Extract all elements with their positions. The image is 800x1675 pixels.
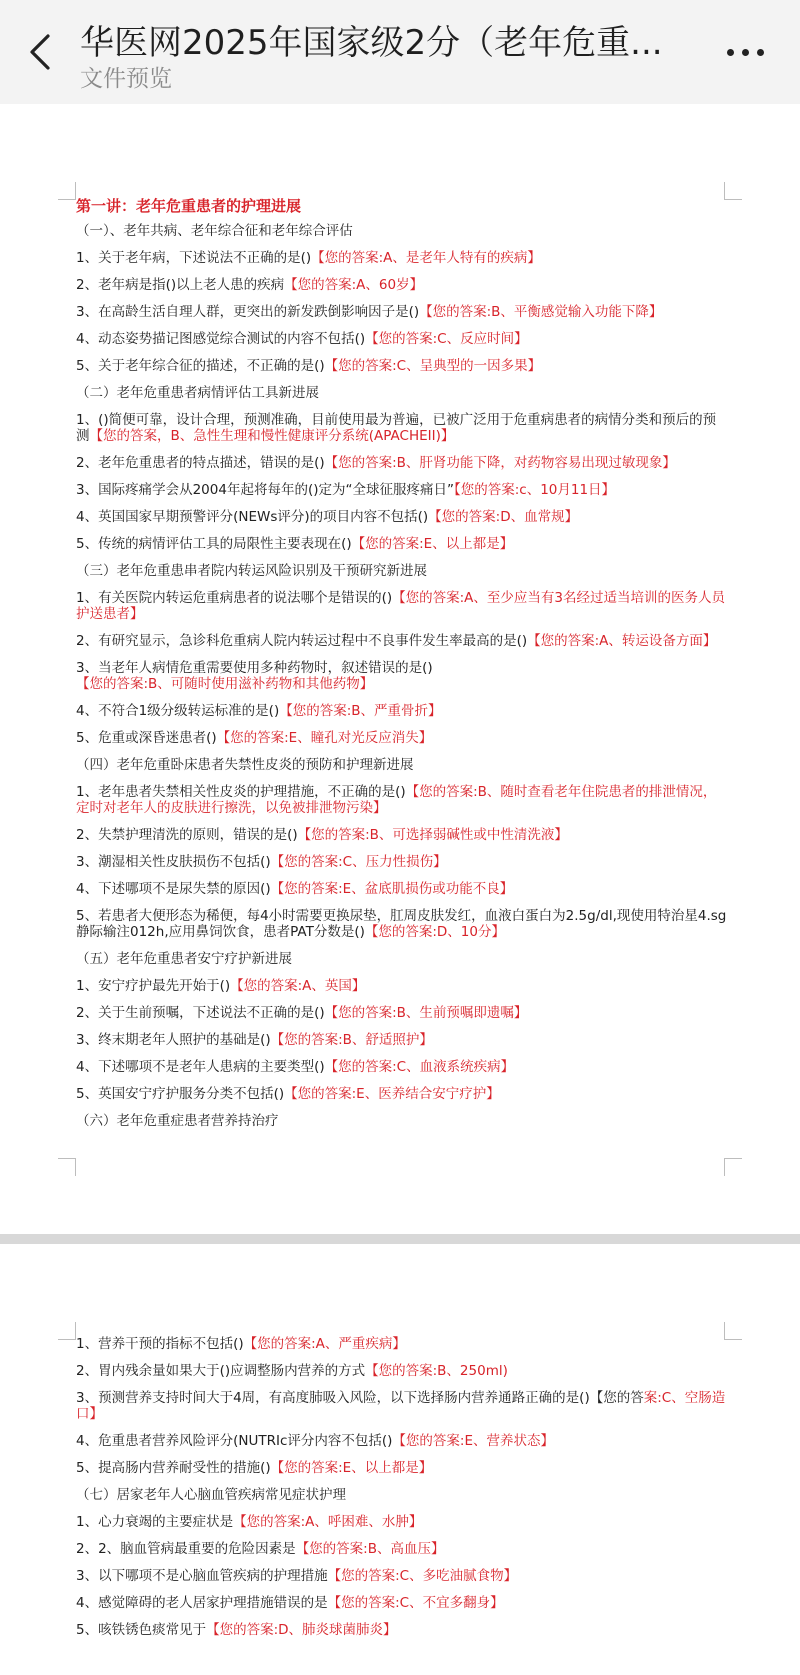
question-item: [76, 358, 728, 374]
more-horizontal-icon: [757, 49, 764, 56]
question-item: [76, 1541, 728, 1557]
question-text: 4、下述哪项不是老年人患病的主要类型(): [76, 1059, 325, 1075]
answer-text: 【您的答案:C、不宜多翻身】: [327, 1595, 504, 1611]
question-text: 1、关于老年病，下述说法不正确的是(): [76, 250, 312, 266]
question-item: [76, 455, 728, 471]
answer-text: 【您的答案:B、高血压】: [295, 1541, 445, 1557]
page-1-content: [76, 196, 728, 1140]
question-text: 3、当老年人病情危重需要使用多种药物时，叙述错误的是(): [76, 660, 433, 676]
answer-text: 【您的答案:A、严重疾病】: [243, 1336, 406, 1352]
question-item: [76, 730, 728, 746]
question-item: [76, 1005, 728, 1021]
question-text: 5、危重或深昏迷患者(): [76, 730, 217, 746]
crop-mark: [58, 1322, 76, 1340]
question-item: [76, 1086, 728, 1102]
question-text: 5、英国安宁疗护服务分类不包括(): [76, 1086, 285, 1102]
answer-text: 【您的答案:E、盆底肌损伤或功能不良】: [270, 881, 514, 897]
answer-text: 【您的答案:D、10分】: [364, 924, 505, 940]
question-item: [76, 1363, 728, 1379]
answer-text: 【您的答案:B、可选择弱碱性或中性清洗液】: [297, 827, 568, 843]
answer-text: 【您的答案:A、至少应当有3名经过适当培训的医务人员护送患者】: [76, 590, 725, 622]
answer-text: 【您的答案，B、急性生理和慢性健康评分系统(APACHEII)】: [89, 428, 455, 444]
question-item: [76, 304, 728, 320]
question-text: （二）老年危重患者病情评估工具新进展: [76, 385, 319, 401]
question-text: 3、预测营养支持时间大于4周，有高度肺吸入风险，以下选择肠内营养通路正确的是()【您的答: [76, 1390, 644, 1406]
question-list: [76, 223, 728, 1129]
question-text: 5、若患者大便形态为稀便，每4小时需要更换尿垫，肛周皮肤发红，血液白蛋白为2.5g/dl,现使用特治星4.sg静际输注012h,应用鼻饲饮食，患者PAT分数是(): [76, 908, 727, 940]
question-item: [76, 536, 728, 552]
question-item: [76, 1622, 728, 1638]
question-item: [76, 277, 728, 293]
section-heading: [76, 223, 728, 239]
question-item: [76, 908, 728, 940]
question-text: 1、安宁疗护最先开始于(): [76, 978, 231, 994]
more-horizontal-icon: [727, 49, 734, 56]
question-item: [76, 1032, 728, 1048]
question-item: [76, 1514, 728, 1530]
answer-text: 【您的答案:B、生前预嘱即遗嘱】: [324, 1005, 528, 1021]
question-item: [76, 412, 728, 444]
lecture-title: 第一讲：老年危重患者的护理进展: [76, 197, 302, 215]
question-text: 1、营养干预的指标不包括(): [76, 1336, 244, 1352]
crop-mark: [724, 1158, 742, 1176]
section-heading: [76, 563, 728, 579]
answer-text: 【您的答案:E、以上都是】: [351, 536, 514, 552]
answer-text: 【您的答案:B、肝肾功能下降，对药物容易出现过敏现象】: [324, 455, 676, 471]
section-heading: [76, 385, 728, 401]
question-text: 2、胃内残余量如果大于()应调整肠内营养的方式: [76, 1363, 366, 1379]
question-text: 4、危重患者营养风险评分(NUTRIc评分内容不包括(): [76, 1433, 393, 1449]
more-options-button[interactable]: [720, 40, 770, 64]
document-title: 华医网2025年国家级2分（老年危重...: [80, 23, 663, 63]
answer-text: 【您的答案:A、60岁】: [284, 277, 424, 293]
answer-text: 【您的答案:E、以上都是】: [270, 1460, 433, 1476]
more-horizontal-icon: [742, 49, 749, 56]
question-text: 5、提高肠内营养耐受性的措施(): [76, 1460, 271, 1476]
answer-text: 【您的答案:A、是老年人特有的疾病】: [311, 250, 541, 266]
question-text: （四）老年危重卧床患者失禁性皮炎的预防和护理新进展: [76, 757, 414, 773]
document-subtitle: 文件预览: [80, 66, 172, 92]
answer-text: 【您的答案:B、舒适照护】: [270, 1032, 433, 1048]
chevron-left-icon: [22, 30, 62, 74]
section-heading: [76, 1487, 728, 1503]
question-text: 2、老年病是指()以上老人患的疾病: [76, 277, 285, 293]
question-text: 5、关于老年综合征的描述，不正确的是(): [76, 358, 325, 374]
question-text: 5、传统的病情评估工具的局限性主要表现在(): [76, 536, 352, 552]
back-button[interactable]: [22, 30, 62, 74]
question-text: （六）老年危重症患者营养持治疗: [76, 1113, 279, 1129]
question-text: 4、下述哪项不是尿失禁的原因(): [76, 881, 271, 897]
answer-text: 【您的答案:A、英国】: [230, 978, 366, 994]
question-text: （五）老年危重患者安宁疗护新进展: [76, 951, 292, 967]
question-text: （七）居家老年人心脑血管疾病常见症状护理: [76, 1487, 346, 1503]
question-text: 4、英国国家早期预警评分(NEWs评分)的项目内容不包括(): [76, 509, 429, 525]
question-text: 4、不符合1级分级转运标准的是(): [76, 703, 280, 719]
top-app-bar: [0, 0, 800, 104]
answer-text: 【您的答案:C、多吃油腻食物】: [327, 1568, 518, 1584]
question-item: [76, 633, 728, 649]
question-item: [76, 703, 728, 719]
question-text: 2、2、脑血管病最重要的危险因素是: [76, 1541, 296, 1557]
question-text: 3、以下哪项不是心脑血管疾病的护理措施: [76, 1568, 328, 1584]
question-text: 1、有关医院内转运危重病患者的说法哪个是错误的(): [76, 590, 393, 606]
question-item: [76, 590, 728, 622]
question-text: 2、老年危重患者的特点描述，错误的是(): [76, 455, 325, 471]
question-text: 5、咳铁锈色痰常见于: [76, 1622, 207, 1638]
question-item: [76, 1059, 728, 1075]
answer-text: 【您的答案:B、随时查看老年住院患者的排泄情况，定时对老年人的皮肤进行擦洗，以免被排泄物污染】: [76, 784, 717, 816]
question-item: [76, 1433, 728, 1449]
answer-text: 【您的答案:B、可随时使用滋补药物和其他药物】: [76, 676, 374, 692]
question-item: [76, 250, 728, 266]
question-item: [76, 1390, 728, 1422]
answer-text: 【您的答案:C、血液系统疾病】: [324, 1059, 515, 1075]
question-item: [76, 1595, 728, 1611]
document-page-1: [0, 104, 800, 1234]
answer-text: 【您的答案:E、营养状态】: [392, 1433, 554, 1449]
answer-text: 【您的答案:B、平衡感觉输入功能下降】: [419, 304, 663, 320]
answer-text: 案:C、空肠造口】: [76, 1390, 726, 1422]
question-list: [76, 1336, 728, 1638]
section-heading: [76, 757, 728, 773]
question-item: [76, 660, 728, 692]
answer-text: 【您的答案:C、反应时间】: [365, 331, 528, 347]
page-separator: [0, 1234, 800, 1244]
question-text: 1、老年患者失禁相关性皮炎的护理措施，不正确的是(): [76, 784, 406, 800]
question-item: [76, 331, 728, 347]
answer-text: 【您的答案:E、医养结合安宁疗护】: [284, 1086, 500, 1102]
question-text: 4、动态姿势描记图感觉综合测试的内容不包括(): [76, 331, 366, 347]
document-page-2: [0, 1244, 800, 1675]
answer-text: 【您的答案:C、压力性损伤】: [270, 854, 447, 870]
answer-text: 【您的答案:D、血常规】: [428, 509, 579, 525]
question-text: 4、感觉障碍的老人居家护理措施错误的是: [76, 1595, 328, 1611]
question-item: [76, 978, 728, 994]
crop-mark: [58, 182, 76, 200]
answer-text: 【您的答案:E、瞳孔对光反应消失】: [216, 730, 433, 746]
answer-text: 【您的答案:C、呈典型的一因多果】: [324, 358, 542, 374]
question-text: 2、关于生前预嘱，下述说法不正确的是(): [76, 1005, 325, 1021]
question-item: [76, 509, 728, 525]
answer-text: 【您的答案:B、严重骨折】: [279, 703, 442, 719]
question-item: [76, 827, 728, 843]
question-text: 1、()简便可靠，设计合理，预测准确，目前使用最为普遍，已被广泛用于危重病患者的病情分类和预后的预测: [76, 412, 717, 444]
answer-text: 【您的答案:D、肺炎球菌肺炎】: [206, 1622, 397, 1638]
question-text: 3、潮湿相关性皮肤损伤不包括(): [76, 854, 271, 870]
section-heading: [76, 1113, 728, 1129]
answer-text: 【您的答案:A、转运设备方面】: [527, 633, 717, 649]
question-item: [76, 784, 728, 816]
page-2-content: [76, 1336, 728, 1649]
question-text: （三）老年危重患串者院内转运风险识别及干预研究新进展: [76, 563, 427, 579]
question-text: 3、在高龄生活自理人群，更突出的新发跌倒影响因子是(): [76, 304, 420, 320]
question-text: 2、失禁护理清洗的原则，错误的是(): [76, 827, 298, 843]
crop-mark: [58, 1158, 76, 1176]
question-text: 3、国际疼痛学会从2004年起将每年的()定为“全球征服疼痛日”: [76, 482, 454, 498]
question-item: [76, 1568, 728, 1584]
answer-text: 【您的答案:B、250ml): [365, 1363, 508, 1379]
answer-text: 【您的答案:c、10月11日】: [453, 482, 616, 498]
question-item: [76, 881, 728, 897]
answer-text: 【您的答案:A、呼困难、水肿】: [233, 1514, 423, 1530]
question-item: [76, 1336, 728, 1352]
question-text: 1、心力衰竭的主要症状是: [76, 1514, 234, 1530]
question-text: （一）、老年共病、老年综合征和老年综合评估: [76, 223, 353, 239]
question-item: [76, 854, 728, 870]
section-heading: [76, 951, 728, 967]
question-item: [76, 482, 728, 498]
question-text: 3、终末期老年人照护的基础是(): [76, 1032, 271, 1048]
question-item: [76, 1460, 728, 1476]
question-text: 2、有研究显示，急诊科危重病人院内转运过程中不良事件发生率最高的是(): [76, 633, 528, 649]
